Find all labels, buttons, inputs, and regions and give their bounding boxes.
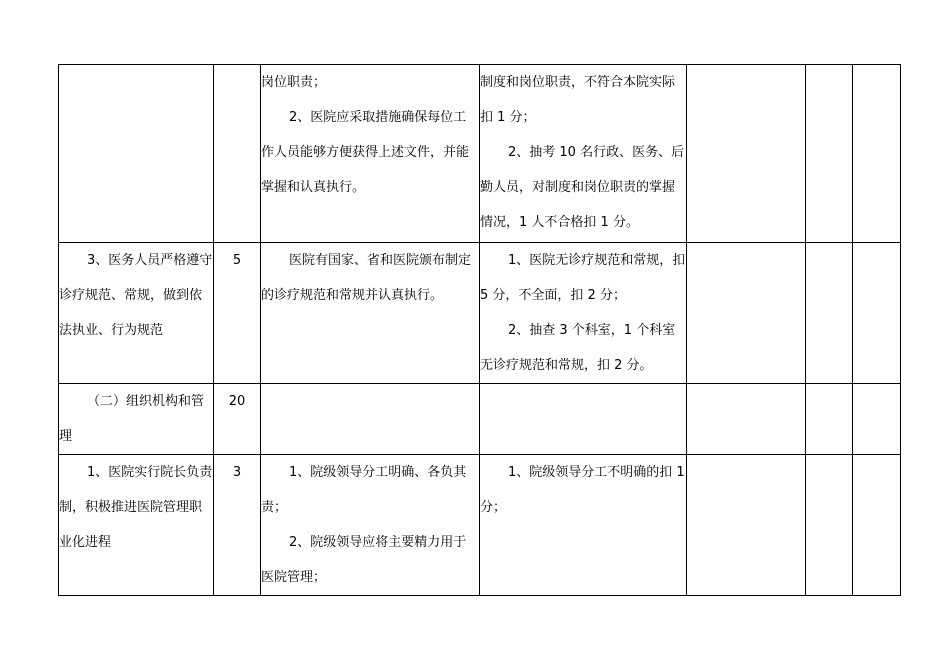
rule-text: 2、抽考 10 名行政、医务、后勤人员，对制度和岗位职责的掌握情况，1 人不合格扣 1 分。 [480,145,685,230]
score-value: 5 [232,253,242,268]
item-cell [59,384,214,455]
empty-cell [853,65,901,243]
empty-cell [853,243,901,384]
item-text: 1、医院实行院长负责制，积极推进医院管理职业化进程 [59,465,213,550]
standard-text: 2、院级领导应将主要精力用于医院管理； [261,535,467,585]
score-cell [214,384,261,455]
empty-cell [853,455,901,596]
item-cell [59,243,214,384]
standard-cell [261,455,480,596]
table-row [59,243,901,384]
rule-text: 1、医院无诊疗规范和常规，扣 5 分，不全面，扣 2 分； [480,253,686,303]
empty-cell [806,243,853,384]
score-cell [214,243,261,384]
empty-cell [687,243,806,384]
score-value: 20 [228,394,246,409]
table-row [59,65,901,243]
score-cell [214,65,261,243]
item-text: 3、医务人员严格遵守诊疗规范、常规，做到依法执业、行为规范 [59,253,213,338]
empty-cell [687,65,806,243]
rule-cell [480,65,687,243]
rule-cell [480,384,687,455]
standard-text: 2、医院应采取措施确保每位工作人员能够方便获得上述文件，并能掌握和认真执行。 [261,110,470,195]
rule-text: 制度和岗位职责，不符合本院实际扣 1 分； [480,75,676,125]
table-row [59,384,901,455]
score-cell [214,455,261,596]
empty-cell [687,455,806,596]
section-heading: （二）组织机构和管理 [59,394,205,444]
table-row [59,455,901,596]
rule-text: 1、院级领导分工不明确的扣 1 分； [480,465,685,515]
standard-cell [261,65,480,243]
item-cell [59,455,214,596]
rule-cell [480,455,687,596]
empty-cell [853,384,901,455]
standard-text: 医院有国家、省和医院颁布制定的诊疗规范和常规并认真执行。 [261,253,472,303]
empty-cell [806,384,853,455]
standard-cell [261,384,480,455]
standard-text: 1、院级领导分工明确、各负其责； [261,465,467,515]
item-cell [59,65,214,243]
empty-cell [806,455,853,596]
standard-cell [261,243,480,384]
evaluation-table [58,64,901,596]
rule-text: 2、抽查 3 个科室，1 个科室无诊疗规范和常规，扣 2 分。 [480,323,676,373]
standard-text: 岗位职责； [261,75,327,90]
rule-cell [480,243,687,384]
score-value: 3 [232,465,242,480]
empty-cell [687,384,806,455]
empty-cell [806,65,853,243]
